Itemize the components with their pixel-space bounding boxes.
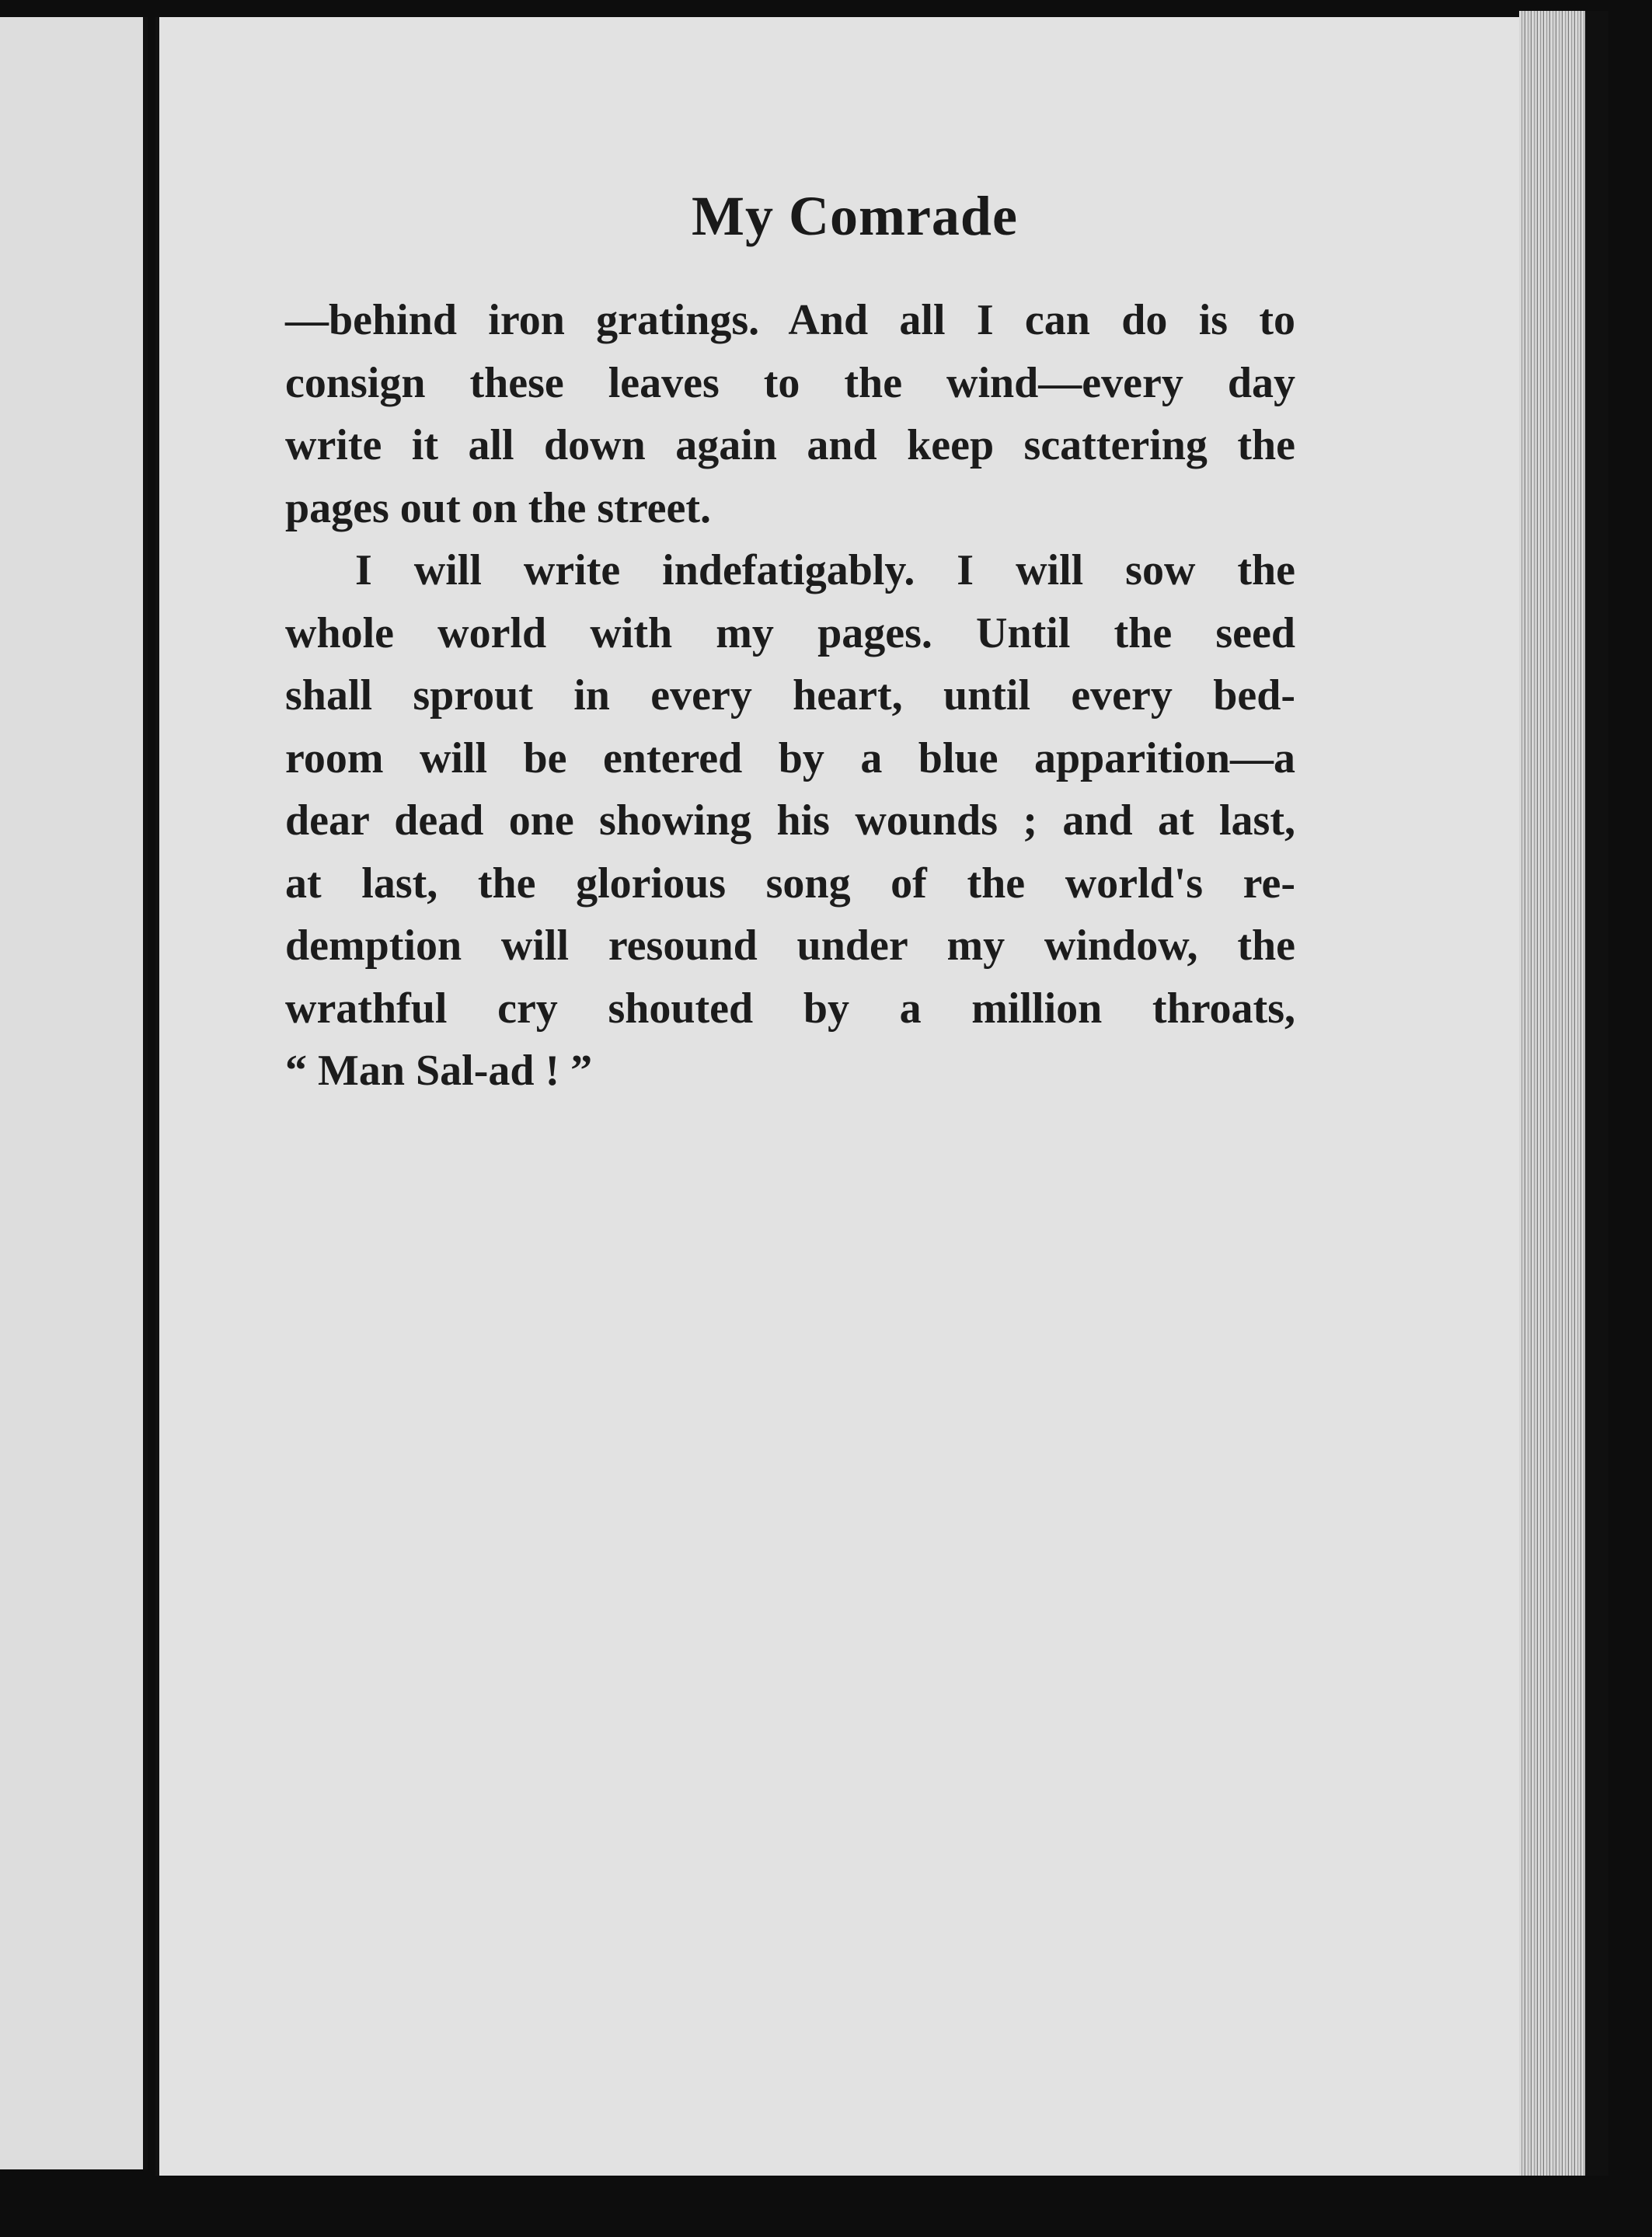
paragraph: [285, 539, 1295, 1103]
page-edge-stack: [1519, 11, 1585, 2202]
text-line: at last, the glorious song of the world's re-: [285, 859, 1295, 908]
text-line: room will be entered by a blue apparition—a: [285, 733, 1295, 782]
text-line: I will write indefatigably. I will sow the: [355, 546, 1295, 594]
text-line: shall sprout in every heart, until every bed-: [285, 671, 1295, 720]
text-line: demption will resound under my window, the: [285, 922, 1295, 970]
running-head: My Comrade: [692, 185, 1018, 247]
body-text: [285, 289, 1295, 1103]
text-line: consign these leaves to the wind—every day: [285, 358, 1295, 407]
scan-border: [0, 2176, 1652, 2237]
previous-page-edge: [0, 17, 148, 2169]
text-line: whole world with my pages. Until the seed: [285, 608, 1295, 657]
text-line: write it all down again and keep scattering the: [285, 421, 1295, 469]
text-line: wrathful cry shouted by a million throats,: [285, 984, 1295, 1033]
text-line: —behind iron gratings. And all I can do is to: [285, 296, 1295, 344]
text-line: dear dead one showing his wounds ; and at last,: [285, 796, 1295, 845]
text-line: pages out on the street.: [285, 483, 712, 532]
book-page: [155, 17, 1550, 2177]
paragraph: [285, 289, 1295, 539]
text-line: “ Man Sal-ad ! ”: [285, 1047, 593, 1095]
